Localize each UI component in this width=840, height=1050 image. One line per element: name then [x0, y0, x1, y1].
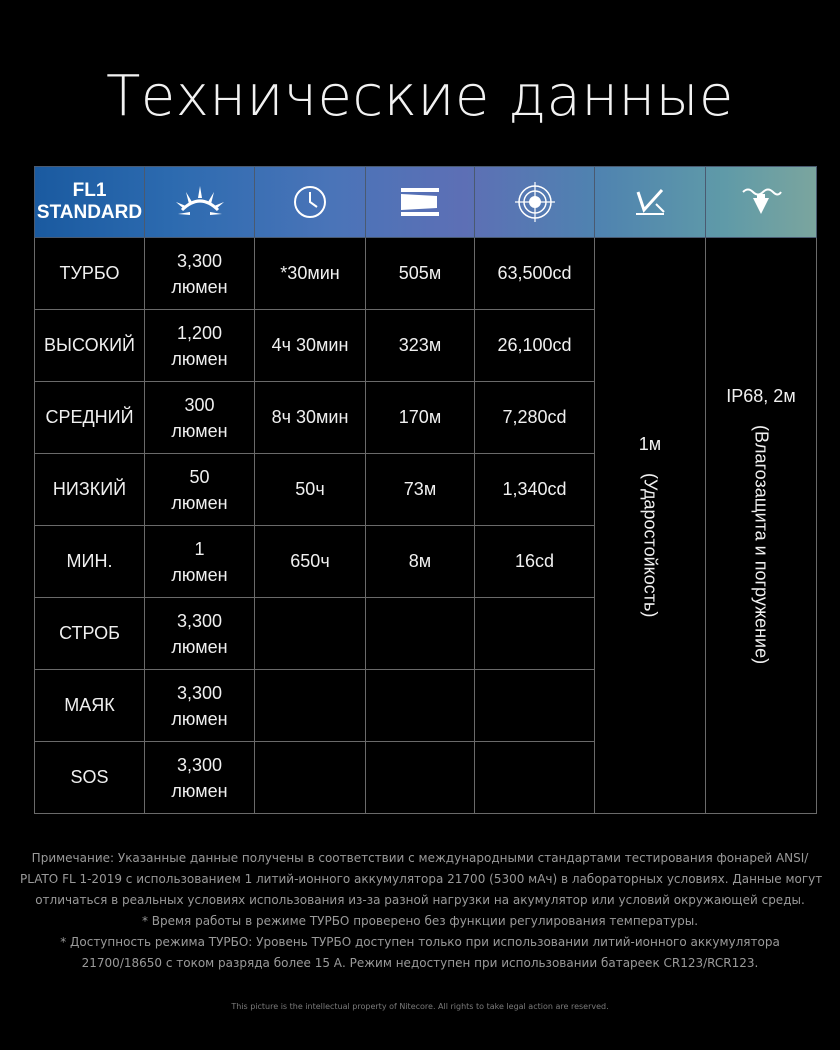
intensity-cell: 63,500cd: [475, 238, 595, 310]
distance-cell: [366, 742, 475, 814]
table-header-row: [35, 167, 817, 238]
lumens-value: 3,300: [176, 682, 223, 703]
lumens-value: 50: [189, 466, 210, 487]
lumens-value: 300: [184, 394, 215, 415]
intensity-header: [475, 167, 595, 238]
runtime-cell: [255, 598, 366, 670]
lumens-unit: люмен: [171, 636, 228, 657]
intensity-target-icon: [513, 180, 557, 224]
distance-header: [366, 167, 475, 238]
note-line: 21700/18650 с током разряда более 15 А. Режим недоступен при использовании батареек CR123/RCR123.: [81, 956, 759, 970]
mode-cell: SOS: [35, 742, 145, 814]
waterproof-wrap: [706, 386, 816, 664]
lumens-value: 1,200: [176, 322, 223, 343]
runtime-cell: 8ч 30мин: [255, 382, 366, 454]
lumens-value: 3,300: [176, 754, 223, 775]
runtime-cell: *30мин: [255, 238, 366, 310]
lumens-unit: люмен: [171, 348, 228, 369]
model-name-line2: STANDARD: [36, 202, 143, 223]
runtime-cell: [255, 670, 366, 742]
intensity-cell: 7,280cd: [475, 382, 595, 454]
lumens-cell: [145, 598, 255, 670]
mode-cell: НИЗКИЙ: [35, 454, 145, 526]
lumens-unit: люмен: [171, 564, 228, 585]
runtime-cell: 650ч: [255, 526, 366, 598]
lumens-unit: люмен: [171, 276, 228, 297]
lumens-cell: [145, 742, 255, 814]
lumens-cell: [145, 670, 255, 742]
model-header: [35, 167, 145, 238]
intensity-cell: 16cd: [475, 526, 595, 598]
lumens-cell: [145, 454, 255, 526]
impact-header: [595, 167, 706, 238]
copyright-text: This picture is the intellectual property of Nitecore. All rights to take legal action are reserved.: [231, 1002, 609, 1011]
impact-resistance-icon: [630, 182, 670, 222]
brightness-header: [145, 167, 255, 238]
mode-cell: МИН.: [35, 526, 145, 598]
brightness-icon: [170, 182, 230, 222]
runtime-cell: [255, 742, 366, 814]
runtime-cell: 50ч: [255, 454, 366, 526]
table-body: [35, 238, 817, 814]
waterproof-cell: [706, 238, 817, 814]
impact-label: (Ударостойкость): [640, 472, 661, 618]
waterproof-label: (Влагозащита и погружение): [751, 425, 772, 665]
specs-table: [34, 166, 817, 814]
distance-cell: 505м: [366, 238, 475, 310]
lumens-cell: [145, 238, 255, 310]
mode-cell: ВЫСОКИЙ: [35, 310, 145, 382]
distance-cell: [366, 598, 475, 670]
distance-cell: 323м: [366, 310, 475, 382]
intensity-cell: [475, 670, 595, 742]
model-name-line1: FL1: [72, 180, 107, 201]
lumens-unit: люмен: [171, 708, 228, 729]
mode-cell: ТУРБО: [35, 238, 145, 310]
intensity-cell: [475, 742, 595, 814]
lumens-cell: [145, 382, 255, 454]
lumens-value: 3,300: [176, 250, 223, 271]
impact-resistance-cell: [595, 238, 706, 814]
distance-cell: 73м: [366, 454, 475, 526]
clock-icon: [290, 182, 330, 222]
runtime-header: [255, 167, 366, 238]
intensity-cell: [475, 598, 595, 670]
impact-value: 1м: [638, 433, 662, 454]
table-row: [35, 238, 817, 310]
intensity-cell: 26,100cd: [475, 310, 595, 382]
impact-wrap: [595, 434, 705, 617]
waterproof-icon: [739, 182, 783, 222]
intensity-cell: 1,340cd: [475, 454, 595, 526]
mode-cell: МАЯК: [35, 670, 145, 742]
distance-cell: 170м: [366, 382, 475, 454]
lumens-value: 1: [194, 538, 205, 559]
runtime-cell: 4ч 30мин: [255, 310, 366, 382]
lumens-unit: люмен: [171, 780, 228, 801]
distance-cell: 8м: [366, 526, 475, 598]
lumens-value: 3,300: [176, 610, 223, 631]
lumens-cell: [145, 526, 255, 598]
waterproof-value: IP68, 2м: [726, 386, 796, 407]
note-line: Примечание: Указанные данные получены в соответствии с международными стандартами тестирования фонарей ANSI/: [31, 851, 809, 865]
lumens-unit: люмен: [171, 492, 228, 513]
footnotes: [20, 848, 823, 974]
mode-cell: СРЕДНИЙ: [35, 382, 145, 454]
note-line: отличаться в реальных условиях использования из-за разной нагрузки на акумулятор или условий окружающей среды.: [35, 893, 805, 907]
distance-cell: [366, 670, 475, 742]
lumens-unit: люмен: [171, 420, 228, 441]
note-line: * Время работы в режиме ТУРБО проверено без функции регулирования температуры.: [141, 914, 699, 928]
lumens-cell: [145, 310, 255, 382]
mode-cell: СТРОБ: [35, 598, 145, 670]
note-line: * Доступность режима ТУРБО: Уровень ТУРБО доступен только при использовании литий-ионного аккумулятора: [60, 935, 780, 949]
page-title: Технические данные: [106, 64, 734, 129]
note-line: PLATO FL 1-2019 с использованием 1 литий-ионного аккумулятора 21700 (5300 мАч) в лабораторных условиях. Данные могут: [20, 872, 823, 886]
waterproof-header: [706, 167, 817, 238]
beam-distance-icon: [397, 182, 443, 222]
